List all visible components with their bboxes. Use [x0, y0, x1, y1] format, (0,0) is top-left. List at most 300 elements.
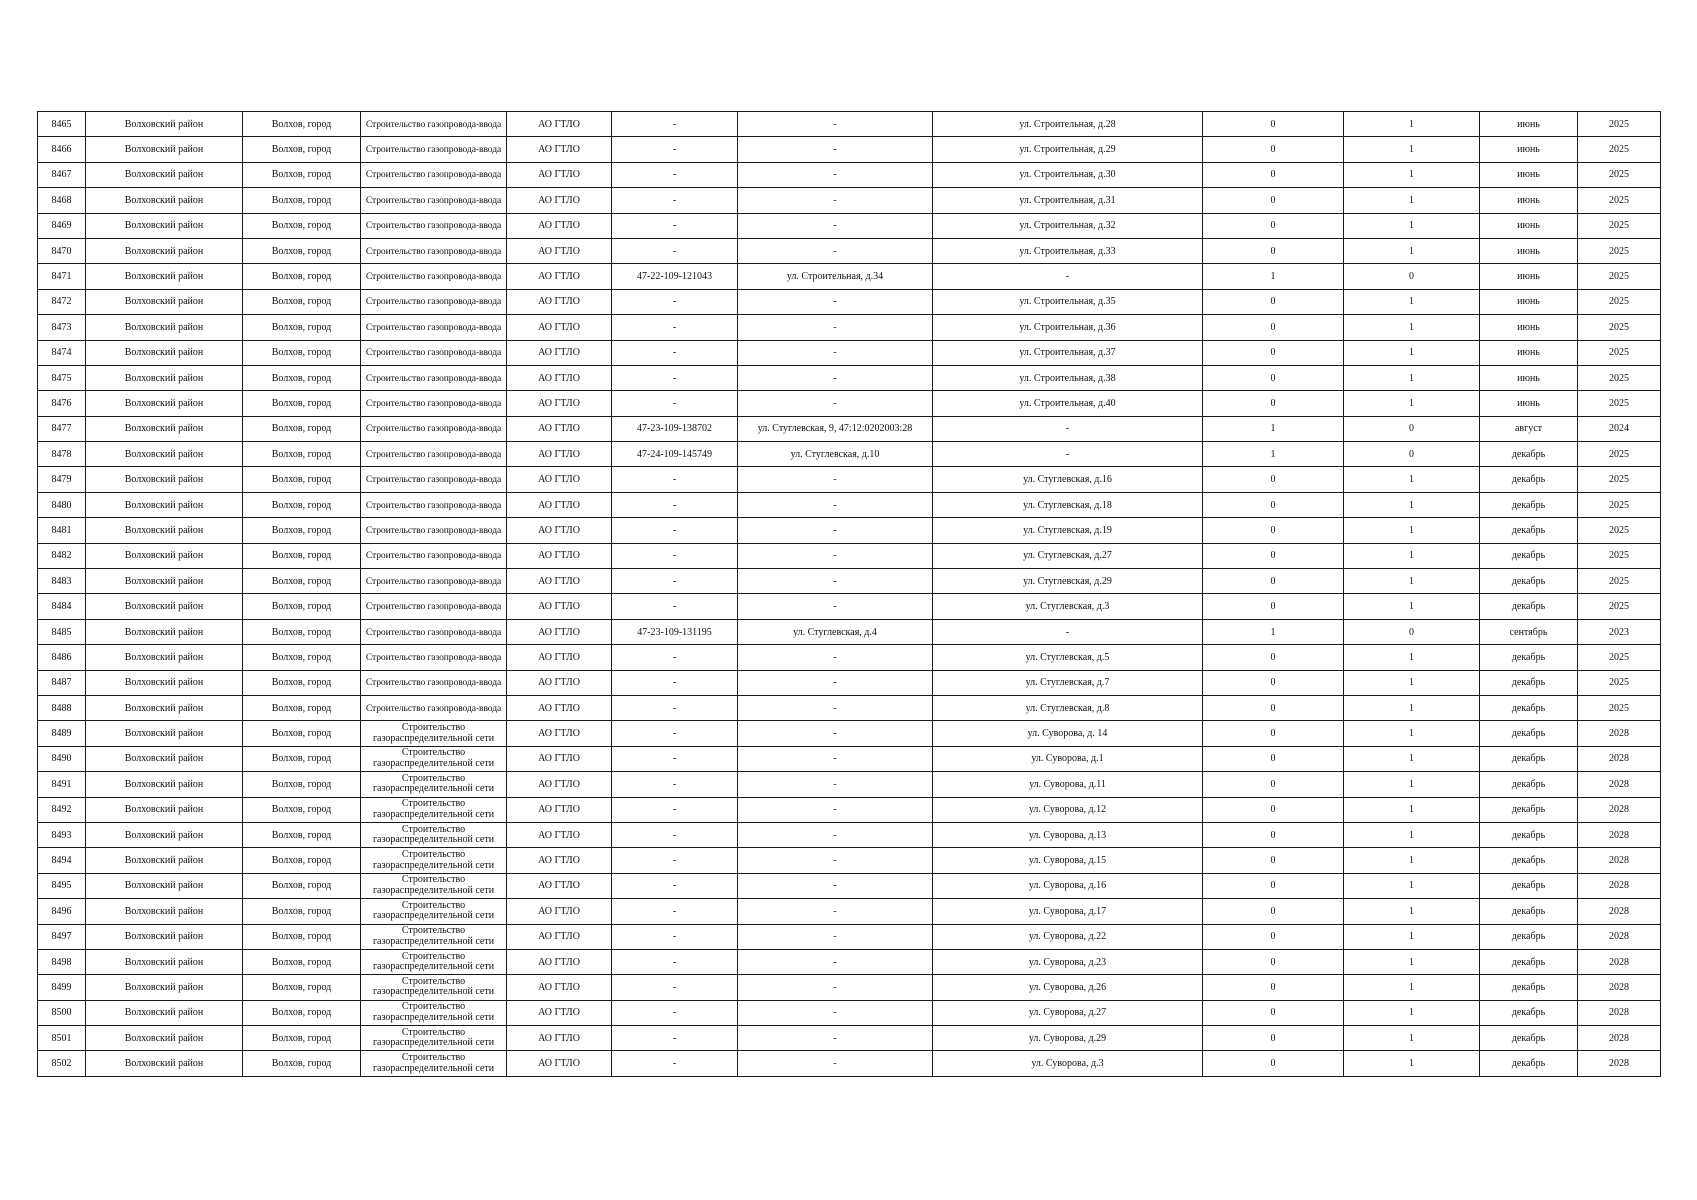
planned-address-cell: ул. Суворова, д.15 [933, 848, 1203, 873]
settlement-cell: Волхов, город [243, 365, 361, 390]
month-cell: июнь [1480, 289, 1578, 314]
table-row [38, 746, 1661, 771]
existing-address-cell: - [738, 695, 933, 720]
work-type-cell: Строительство газопровода-ввода [361, 543, 507, 568]
application-number-cell: - [612, 365, 738, 390]
existing-address-cell: - [738, 594, 933, 619]
organization-cell: АО ГТЛО [507, 924, 612, 949]
month-cell: декабрь [1480, 1000, 1578, 1025]
table-row [38, 289, 1661, 314]
month-cell: июнь [1480, 238, 1578, 263]
table-row [38, 1026, 1661, 1051]
planned-address-cell: ул. Строительная, д.36 [933, 315, 1203, 340]
application-number-cell: - [612, 289, 738, 314]
planned-address-cell: - [933, 416, 1203, 441]
row-number-cell: 8493 [38, 822, 86, 847]
organization-cell: АО ГТЛО [507, 238, 612, 263]
table-row [38, 340, 1661, 365]
count-a-cell: 1 [1203, 416, 1344, 441]
count-b-cell: 1 [1344, 315, 1480, 340]
district-cell: Волховский район [86, 391, 243, 416]
row-number-cell: 8470 [38, 238, 86, 263]
application-number-cell: 47-24-109-145749 [612, 442, 738, 467]
organization-cell: АО ГТЛО [507, 213, 612, 238]
district-cell: Волховский район [86, 899, 243, 924]
count-a-cell: 0 [1203, 975, 1344, 1000]
settlement-cell: Волхов, город [243, 492, 361, 517]
organization-cell: АО ГТЛО [507, 188, 612, 213]
table-row [38, 543, 1661, 568]
work-type-cell: Строительство газораспределительной сети [361, 924, 507, 949]
work-type-cell: Строительство газораспределительной сети [361, 975, 507, 1000]
month-cell: июнь [1480, 188, 1578, 213]
count-a-cell: 1 [1203, 264, 1344, 289]
application-number-cell: - [612, 645, 738, 670]
settlement-cell: Волхов, город [243, 442, 361, 467]
count-b-cell: 1 [1344, 822, 1480, 847]
planned-address-cell: ул. Строительная, д.31 [933, 188, 1203, 213]
settlement-cell: Волхов, город [243, 518, 361, 543]
count-b-cell: 1 [1344, 797, 1480, 822]
month-cell: декабрь [1480, 797, 1578, 822]
existing-address-cell: - [738, 1051, 933, 1076]
count-a-cell: 0 [1203, 188, 1344, 213]
district-cell: Волховский район [86, 848, 243, 873]
application-number-cell: - [612, 1026, 738, 1051]
table-row [38, 492, 1661, 517]
planned-address-cell: - [933, 619, 1203, 644]
application-number-cell: - [612, 315, 738, 340]
month-cell: июнь [1480, 391, 1578, 416]
district-cell: Волховский район [86, 569, 243, 594]
month-cell: декабрь [1480, 721, 1578, 746]
district-cell: Волховский район [86, 721, 243, 746]
existing-address-cell: - [738, 949, 933, 974]
count-a-cell: 0 [1203, 848, 1344, 873]
count-a-cell: 0 [1203, 518, 1344, 543]
district-cell: Волховский район [86, 442, 243, 467]
table-row [38, 112, 1661, 137]
year-cell: 2025 [1578, 467, 1661, 492]
year-cell: 2028 [1578, 822, 1661, 847]
organization-cell: АО ГТЛО [507, 569, 612, 594]
settlement-cell: Волхов, город [243, 467, 361, 492]
month-cell: декабрь [1480, 1051, 1578, 1076]
count-b-cell: 1 [1344, 518, 1480, 543]
work-type-cell: Строительство газопровода-ввода [361, 137, 507, 162]
application-number-cell: - [612, 112, 738, 137]
month-cell: декабрь [1480, 822, 1578, 847]
planned-address-cell: ул. Стуглевская, д.16 [933, 467, 1203, 492]
year-cell: 2028 [1578, 1000, 1661, 1025]
month-cell: декабрь [1480, 1026, 1578, 1051]
existing-address-cell: ул. Стуглевская, 9, 47:12:0202003:28 [738, 416, 933, 441]
settlement-cell: Волхов, город [243, 721, 361, 746]
work-type-cell: Строительство газопровода-ввода [361, 315, 507, 340]
year-cell: 2028 [1578, 772, 1661, 797]
year-cell: 2025 [1578, 442, 1661, 467]
month-cell: декабрь [1480, 543, 1578, 568]
planned-address-cell: ул. Строительная, д.33 [933, 238, 1203, 263]
work-type-cell: Строительство газопровода-ввода [361, 340, 507, 365]
year-cell: 2025 [1578, 340, 1661, 365]
settlement-cell: Волхов, город [243, 340, 361, 365]
count-b-cell: 1 [1344, 492, 1480, 517]
count-b-cell: 1 [1344, 594, 1480, 619]
year-cell: 2025 [1578, 518, 1661, 543]
planned-address-cell: ул. Стуглевская, д.3 [933, 594, 1203, 619]
month-cell: июнь [1480, 365, 1578, 390]
row-number-cell: 8467 [38, 162, 86, 187]
district-cell: Волховский район [86, 1000, 243, 1025]
year-cell: 2025 [1578, 391, 1661, 416]
organization-cell: АО ГТЛО [507, 619, 612, 644]
table-row [38, 949, 1661, 974]
application-number-cell: - [612, 873, 738, 898]
work-type-cell: Строительство газораспределительной сети [361, 848, 507, 873]
application-number-cell: - [612, 1051, 738, 1076]
existing-address-cell: ул. Стуглевская, д.10 [738, 442, 933, 467]
application-number-cell: - [612, 543, 738, 568]
application-number-cell: 47-23-109-131195 [612, 619, 738, 644]
row-number-cell: 8478 [38, 442, 86, 467]
table-row [38, 162, 1661, 187]
month-cell: декабрь [1480, 645, 1578, 670]
application-number-cell: - [612, 721, 738, 746]
year-cell: 2025 [1578, 213, 1661, 238]
year-cell: 2025 [1578, 188, 1661, 213]
count-b-cell: 1 [1344, 238, 1480, 263]
settlement-cell: Волхов, город [243, 112, 361, 137]
count-a-cell: 0 [1203, 492, 1344, 517]
settlement-cell: Волхов, город [243, 416, 361, 441]
district-cell: Волховский район [86, 264, 243, 289]
existing-address-cell: - [738, 238, 933, 263]
district-cell: Волховский район [86, 213, 243, 238]
row-number-cell: 8475 [38, 365, 86, 390]
organization-cell: АО ГТЛО [507, 467, 612, 492]
existing-address-cell: - [738, 467, 933, 492]
district-cell: Волховский район [86, 543, 243, 568]
organization-cell: АО ГТЛО [507, 391, 612, 416]
row-number-cell: 8496 [38, 899, 86, 924]
count-a-cell: 0 [1203, 162, 1344, 187]
district-cell: Волховский район [86, 949, 243, 974]
planned-address-cell: ул. Суворова, д.3 [933, 1051, 1203, 1076]
row-number-cell: 8472 [38, 289, 86, 314]
district-cell: Волховский район [86, 1026, 243, 1051]
organization-cell: АО ГТЛО [507, 137, 612, 162]
work-type-cell: Строительство газораспределительной сети [361, 822, 507, 847]
district-cell: Волховский район [86, 619, 243, 644]
existing-address-cell: - [738, 822, 933, 847]
work-type-cell: Строительство газопровода-ввода [361, 188, 507, 213]
planned-address-cell: ул. Строительная, д.40 [933, 391, 1203, 416]
count-a-cell: 0 [1203, 1000, 1344, 1025]
count-a-cell: 1 [1203, 619, 1344, 644]
row-number-cell: 8502 [38, 1051, 86, 1076]
organization-cell: АО ГТЛО [507, 721, 612, 746]
existing-address-cell: - [738, 975, 933, 1000]
planned-address-cell: ул. Строительная, д.35 [933, 289, 1203, 314]
settlement-cell: Волхов, город [243, 188, 361, 213]
organization-cell: АО ГТЛО [507, 264, 612, 289]
year-cell: 2028 [1578, 924, 1661, 949]
table-row [38, 721, 1661, 746]
settlement-cell: Волхов, город [243, 619, 361, 644]
settlement-cell: Волхов, город [243, 848, 361, 873]
district-cell: Волховский район [86, 340, 243, 365]
count-b-cell: 0 [1344, 442, 1480, 467]
count-a-cell: 0 [1203, 924, 1344, 949]
organization-cell: АО ГТЛО [507, 416, 612, 441]
year-cell: 2028 [1578, 899, 1661, 924]
planned-address-cell: ул. Суворова, д.23 [933, 949, 1203, 974]
table-row [38, 391, 1661, 416]
count-b-cell: 1 [1344, 695, 1480, 720]
count-a-cell: 0 [1203, 315, 1344, 340]
row-number-cell: 8479 [38, 467, 86, 492]
row-number-cell: 8483 [38, 569, 86, 594]
row-number-cell: 8482 [38, 543, 86, 568]
table-row [38, 518, 1661, 543]
existing-address-cell: - [738, 848, 933, 873]
month-cell: декабрь [1480, 695, 1578, 720]
count-a-cell: 0 [1203, 822, 1344, 847]
settlement-cell: Волхов, город [243, 924, 361, 949]
organization-cell: АО ГТЛО [507, 112, 612, 137]
table-row [38, 873, 1661, 898]
existing-address-cell: - [738, 543, 933, 568]
existing-address-cell: - [738, 924, 933, 949]
row-number-cell: 8487 [38, 670, 86, 695]
count-b-cell: 1 [1344, 949, 1480, 974]
table-row [38, 365, 1661, 390]
existing-address-cell: - [738, 162, 933, 187]
organization-cell: АО ГТЛО [507, 442, 612, 467]
application-number-cell: - [612, 848, 738, 873]
count-b-cell: 1 [1344, 924, 1480, 949]
year-cell: 2028 [1578, 721, 1661, 746]
row-number-cell: 8477 [38, 416, 86, 441]
count-b-cell: 1 [1344, 645, 1480, 670]
count-a-cell: 0 [1203, 746, 1344, 771]
organization-cell: АО ГТЛО [507, 594, 612, 619]
row-number-cell: 8489 [38, 721, 86, 746]
application-number-cell: - [612, 492, 738, 517]
row-number-cell: 8499 [38, 975, 86, 1000]
table-row [38, 848, 1661, 873]
work-type-cell: Строительство газопровода-ввода [361, 289, 507, 314]
work-type-cell: Строительство газопровода-ввода [361, 238, 507, 263]
existing-address-cell: - [738, 289, 933, 314]
settlement-cell: Волхов, город [243, 949, 361, 974]
organization-cell: АО ГТЛО [507, 975, 612, 1000]
organization-cell: АО ГТЛО [507, 873, 612, 898]
work-type-cell: Строительство газопровода-ввода [361, 213, 507, 238]
settlement-cell: Волхов, город [243, 1000, 361, 1025]
existing-address-cell: - [738, 873, 933, 898]
existing-address-cell: ул. Стуглевская, д.4 [738, 619, 933, 644]
application-number-cell: - [612, 975, 738, 1000]
count-b-cell: 0 [1344, 619, 1480, 644]
count-b-cell: 1 [1344, 289, 1480, 314]
existing-address-cell: - [738, 365, 933, 390]
existing-address-cell: - [738, 670, 933, 695]
district-cell: Волховский район [86, 695, 243, 720]
district-cell: Волховский район [86, 822, 243, 847]
row-number-cell: 8469 [38, 213, 86, 238]
district-cell: Волховский район [86, 315, 243, 340]
settlement-cell: Волхов, город [243, 797, 361, 822]
application-number-cell: - [612, 899, 738, 924]
district-cell: Волховский район [86, 238, 243, 263]
count-a-cell: 0 [1203, 594, 1344, 619]
district-cell: Волховский район [86, 188, 243, 213]
settlement-cell: Волхов, город [243, 746, 361, 771]
count-b-cell: 1 [1344, 162, 1480, 187]
count-a-cell: 0 [1203, 772, 1344, 797]
row-number-cell: 8476 [38, 391, 86, 416]
planned-address-cell: ул. Суворова, д.26 [933, 975, 1203, 1000]
count-a-cell: 0 [1203, 391, 1344, 416]
work-type-cell: Строительство газопровода-ввода [361, 442, 507, 467]
application-number-cell: - [612, 137, 738, 162]
district-cell: Волховский район [86, 492, 243, 517]
table-row [38, 315, 1661, 340]
row-number-cell: 8473 [38, 315, 86, 340]
year-cell: 2025 [1578, 137, 1661, 162]
count-b-cell: 1 [1344, 899, 1480, 924]
settlement-cell: Волхов, город [243, 391, 361, 416]
count-b-cell: 0 [1344, 416, 1480, 441]
organization-cell: АО ГТЛО [507, 492, 612, 517]
work-type-cell: Строительство газопровода-ввода [361, 594, 507, 619]
district-cell: Волховский район [86, 112, 243, 137]
district-cell: Волховский район [86, 873, 243, 898]
planned-address-cell: ул. Стуглевская, д.8 [933, 695, 1203, 720]
application-number-cell: 47-23-109-138702 [612, 416, 738, 441]
count-a-cell: 0 [1203, 1026, 1344, 1051]
district-cell: Волховский район [86, 365, 243, 390]
existing-address-cell: - [738, 391, 933, 416]
year-cell: 2025 [1578, 645, 1661, 670]
settlement-cell: Волхов, город [243, 238, 361, 263]
row-number-cell: 8495 [38, 873, 86, 898]
count-a-cell: 0 [1203, 289, 1344, 314]
table-row [38, 137, 1661, 162]
month-cell: июнь [1480, 162, 1578, 187]
count-b-cell: 1 [1344, 137, 1480, 162]
table-row [38, 619, 1661, 644]
organization-cell: АО ГТЛО [507, 797, 612, 822]
table-row [38, 188, 1661, 213]
planned-address-cell: ул. Суворова, д.1 [933, 746, 1203, 771]
count-a-cell: 1 [1203, 442, 1344, 467]
year-cell: 2025 [1578, 569, 1661, 594]
application-number-cell: - [612, 1000, 738, 1025]
gasification-register-table [37, 111, 1661, 1077]
month-cell: декабрь [1480, 518, 1578, 543]
organization-cell: АО ГТЛО [507, 1026, 612, 1051]
table-row [38, 442, 1661, 467]
month-cell: июнь [1480, 137, 1578, 162]
settlement-cell: Волхов, город [243, 569, 361, 594]
month-cell: декабрь [1480, 670, 1578, 695]
count-a-cell: 0 [1203, 899, 1344, 924]
year-cell: 2028 [1578, 1026, 1661, 1051]
work-type-cell: Строительство газораспределительной сети [361, 1000, 507, 1025]
row-number-cell: 8492 [38, 797, 86, 822]
row-number-cell: 8465 [38, 112, 86, 137]
organization-cell: АО ГТЛО [507, 162, 612, 187]
existing-address-cell: - [738, 492, 933, 517]
work-type-cell: Строительство газопровода-ввода [361, 619, 507, 644]
district-cell: Волховский район [86, 594, 243, 619]
table-row [38, 238, 1661, 263]
count-b-cell: 0 [1344, 264, 1480, 289]
row-number-cell: 8490 [38, 746, 86, 771]
planned-address-cell: ул. Строительная, д.29 [933, 137, 1203, 162]
planned-address-cell: ул. Суворова, д.11 [933, 772, 1203, 797]
application-number-cell: - [612, 391, 738, 416]
work-type-cell: Строительство газораспределительной сети [361, 721, 507, 746]
existing-address-cell: - [738, 569, 933, 594]
organization-cell: АО ГТЛО [507, 1051, 612, 1076]
district-cell: Волховский район [86, 772, 243, 797]
count-a-cell: 0 [1203, 695, 1344, 720]
district-cell: Волховский район [86, 518, 243, 543]
count-b-cell: 1 [1344, 975, 1480, 1000]
existing-address-cell: - [738, 340, 933, 365]
work-type-cell: Строительство газопровода-ввода [361, 645, 507, 670]
existing-address-cell: - [738, 1000, 933, 1025]
organization-cell: АО ГТЛО [507, 340, 612, 365]
row-number-cell: 8480 [38, 492, 86, 517]
count-b-cell: 1 [1344, 1051, 1480, 1076]
organization-cell: АО ГТЛО [507, 695, 612, 720]
month-cell: декабрь [1480, 569, 1578, 594]
year-cell: 2025 [1578, 264, 1661, 289]
table-row [38, 670, 1661, 695]
row-number-cell: 8468 [38, 188, 86, 213]
settlement-cell: Волхов, город [243, 772, 361, 797]
month-cell: декабрь [1480, 772, 1578, 797]
work-type-cell: Строительство газораспределительной сети [361, 1051, 507, 1076]
year-cell: 2025 [1578, 315, 1661, 340]
count-a-cell: 0 [1203, 569, 1344, 594]
district-cell: Волховский район [86, 975, 243, 1000]
work-type-cell: Строительство газораспределительной сети [361, 873, 507, 898]
organization-cell: АО ГТЛО [507, 949, 612, 974]
settlement-cell: Волхов, город [243, 289, 361, 314]
row-number-cell: 8498 [38, 949, 86, 974]
count-a-cell: 0 [1203, 137, 1344, 162]
application-number-cell: - [612, 949, 738, 974]
year-cell: 2025 [1578, 289, 1661, 314]
table-row [38, 924, 1661, 949]
year-cell: 2025 [1578, 112, 1661, 137]
row-number-cell: 8491 [38, 772, 86, 797]
count-a-cell: 0 [1203, 340, 1344, 365]
settlement-cell: Волхов, город [243, 822, 361, 847]
work-type-cell: Строительство газопровода-ввода [361, 264, 507, 289]
district-cell: Волховский район [86, 162, 243, 187]
month-cell: декабрь [1480, 899, 1578, 924]
settlement-cell: Волхов, город [243, 213, 361, 238]
existing-address-cell: - [738, 518, 933, 543]
settlement-cell: Волхов, город [243, 873, 361, 898]
